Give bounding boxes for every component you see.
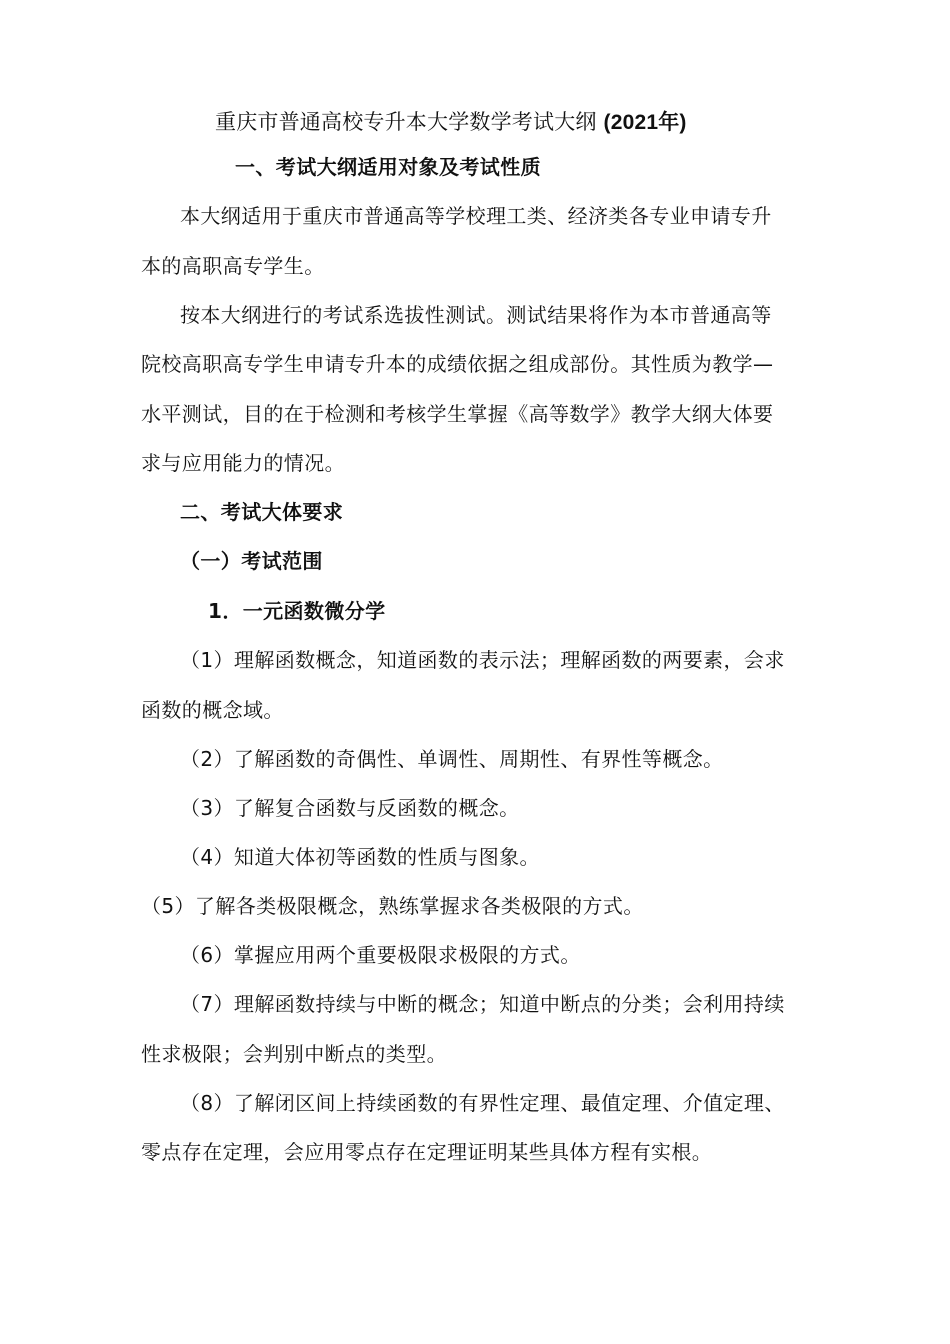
list-item-8-line-1: （8）了解闭区间上持续函数的有界性定理、最值定理、介值定理、 <box>180 1091 785 1115</box>
paragraph-1-line-1: 本大纲适用于重庆市普通高等学校理工类、经济类各专业申请专升 <box>180 204 772 228</box>
title-year: (2021年) <box>603 111 687 134</box>
list-item-5: （5）了解各类极限概念，熟练掌握求各类极限的方式。 <box>141 894 644 918</box>
list-item-1-line-1: （1）理解函数概念，知道函数的表示法；理解函数的两要素，会求 <box>180 648 785 672</box>
list-item-7-line-1: （7）理解函数持续与中断的概念；知道中断点的分类；会利用持续 <box>180 992 785 1016</box>
list-item-1-line-2: 函数的概念域。 <box>141 698 284 722</box>
list-item-7-line-2: 性求极限；会判别中断点的类型。 <box>141 1042 447 1066</box>
document-title <box>215 108 687 137</box>
list-item-2: （2）了解函数的奇偶性、单调性、周期性、有界性等概念。 <box>180 747 724 771</box>
subsection-heading-1: （一）考试范围 <box>180 549 323 573</box>
paragraph-1-line-2: 本的高职高专学生。 <box>141 254 325 278</box>
paragraph-2-line-3: 水平测试，目的在于检测和考核学生掌握《高等数学》教学大纲大体要 <box>141 402 774 426</box>
list-item-3: （3）了解复合函数与反函数的概念。 <box>180 796 520 820</box>
section-heading-1: 一、考试大纲适用对象及考试性质 <box>235 155 541 179</box>
list-item-6: （6）掌握应用两个重要极限求极限的方式。 <box>180 943 581 967</box>
title-main: 重庆市普通高校专升本大学数学考试大纲 <box>215 110 597 134</box>
list-item-8-line-2: 零点存在定理，会应用零点存在定理证明某些具体方程有实根。 <box>141 1140 713 1164</box>
paragraph-2-line-4: 求与应用能力的情况。 <box>141 451 345 475</box>
list-item-4: （4）知道大体初等函数的性质与图象。 <box>180 845 540 869</box>
paragraph-2-line-2: 院校高职高专学生申请专升本的成绩依据之组成部份。其性质为教学— <box>141 352 774 376</box>
section-heading-2: 二、考试大体要求 <box>180 500 344 524</box>
paragraph-2-line-1: 按本大纲进行的考试系选拔性测试。测试结果将作为本市普通高等 <box>180 303 772 327</box>
topic-heading-1: 1．一元函数微分学 <box>208 599 386 623</box>
